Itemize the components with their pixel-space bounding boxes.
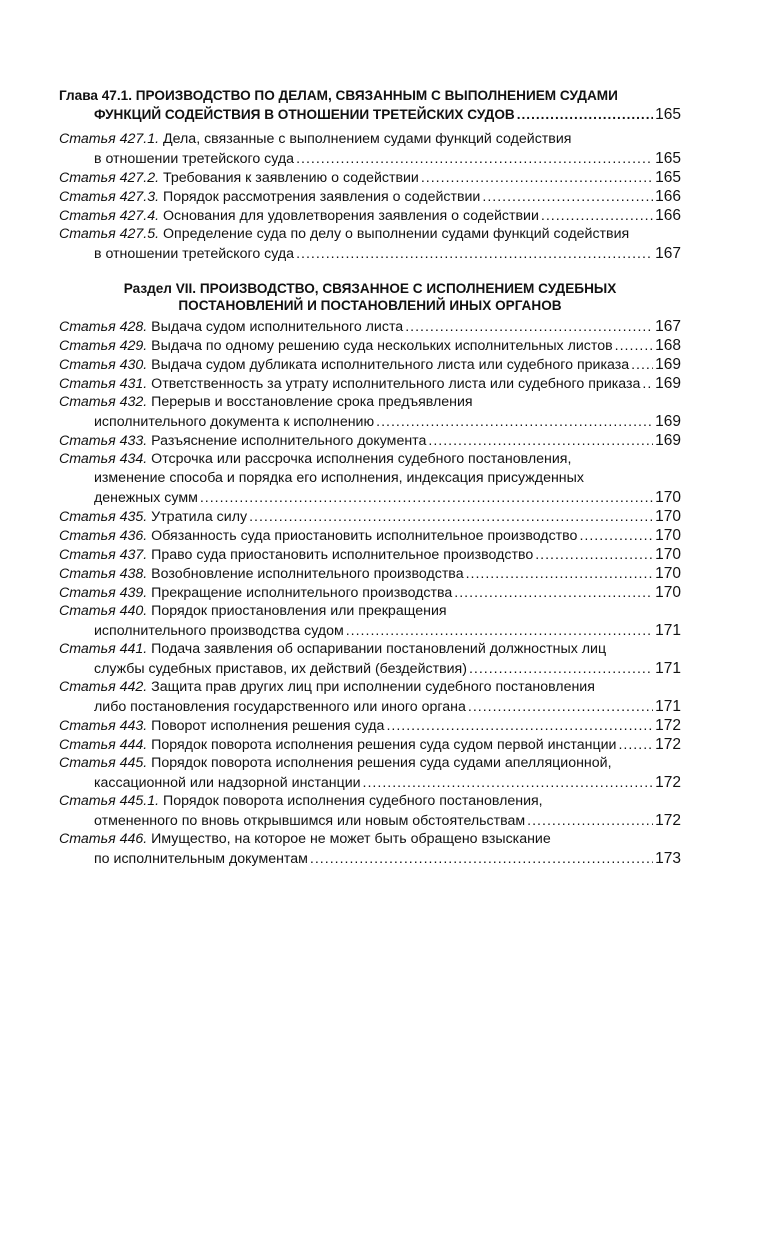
article-label: Статья 443. (59, 718, 148, 734)
toc-entry-line (59, 697, 681, 716)
page-number: 171 (655, 660, 681, 677)
toc-entry (59, 206, 681, 225)
page-number: 170 (655, 508, 681, 525)
article-title: службы судебных приставов, их действий (бездействия) (94, 661, 467, 677)
leader-dots (454, 584, 653, 603)
chapter-title-text-2: ФУНКЦИЙ СОДЕЙСТВИЯ В ОТНОШЕНИИ ТРЕТЕЙСКИХ СУДОВ (94, 107, 515, 122)
toc-entry-line (59, 168, 681, 187)
page-number: 169 (655, 375, 681, 392)
article-label: Статья 430. (59, 357, 148, 373)
page-number: 172 (655, 736, 681, 753)
entry-text (59, 565, 464, 584)
page-number: 172 (655, 717, 681, 734)
leader-dots (200, 489, 653, 508)
toc-entry (59, 450, 681, 507)
toc-entry-line (59, 773, 681, 792)
article-title: отмененного по вновь открывшимся или новым обстоятельствам (94, 813, 526, 829)
toc-entry (59, 187, 681, 206)
entry-text (94, 774, 361, 793)
article-title: Прекращение исполнительного производства (151, 585, 453, 601)
entry-text (59, 754, 612, 773)
page-number: 167 (655, 318, 681, 335)
leader-dots (535, 546, 653, 565)
toc-entry (59, 678, 681, 716)
article-label: Статья 445. (59, 755, 148, 771)
leader-dots (296, 245, 653, 264)
entry-text (59, 337, 613, 356)
leader-dots (469, 660, 653, 679)
article-title: в отношении третейского суда (94, 246, 295, 262)
article-title: Порядок поворота исполнения решения суда судами апелляционной, (151, 755, 612, 771)
toc-entry (59, 583, 681, 602)
article-label: Статья 440. (59, 603, 148, 619)
article-title: денежных сумм (94, 490, 198, 506)
article-label: Статья 439. (59, 585, 148, 601)
entry-text (94, 150, 294, 169)
leader-dots (642, 375, 653, 394)
article-title: Основания для удовлетворения заявления о содействии (163, 208, 539, 224)
page-number: 166 (655, 207, 681, 224)
entry-text (59, 736, 616, 755)
toc-entry-line (59, 149, 681, 168)
page-number: 170 (655, 527, 681, 544)
entry-text (94, 660, 467, 679)
toc-entry-line (59, 754, 681, 773)
leader-dots (541, 207, 653, 226)
page-number: 170 (655, 546, 681, 563)
table-of-contents (59, 86, 681, 868)
toc-entry-line (59, 317, 681, 336)
toc-entry-line (59, 488, 681, 507)
entry-text (59, 792, 543, 811)
article-title: Утратила силу (151, 509, 248, 525)
chapter-heading (59, 86, 681, 124)
article-label: Статья 444. (59, 737, 148, 753)
entry-text (59, 225, 629, 244)
leader-dots (631, 356, 653, 375)
article-title: Право суда приостановить исполнительное производство (151, 547, 534, 563)
toc-entry-line (59, 678, 681, 697)
toc-entry (59, 754, 681, 792)
article-label: Статья 435. (59, 509, 148, 525)
page-number: 168 (655, 337, 681, 354)
article-title: Обязанность суда приостановить исполнительное производство (151, 528, 578, 544)
entry-text (94, 489, 198, 508)
toc-entry-line (59, 621, 681, 640)
toc-entry (59, 602, 681, 640)
entry-text (59, 584, 452, 603)
toc-entry-line (59, 602, 681, 621)
section-heading (59, 280, 681, 314)
page-number: 173 (655, 850, 681, 867)
article-label: Статья 438. (59, 566, 148, 582)
toc-entry (59, 526, 681, 545)
article-label: Статья 437. (59, 547, 148, 563)
leader-dots (482, 188, 653, 207)
entry-text (59, 169, 419, 188)
chapter-title-text-1: Глава 47.1. ПРОИЗВОДСТВО ПО ДЕЛАМ, СВЯЗАННЫМ С ВЫПОЛНЕНИЕМ СУДАМИ (59, 88, 618, 103)
toc-entry (59, 735, 681, 754)
leader-dots (466, 565, 654, 584)
toc-entry-line (59, 244, 681, 263)
article-title: либо постановления государственного или иного органа (94, 699, 466, 715)
article-title: Порядок поворота исполнения решения суда судом первой инстанции (151, 737, 617, 753)
leader-dots (346, 622, 653, 641)
article-label: Статья 427.3. (59, 189, 160, 205)
page-number: 170 (655, 489, 681, 506)
article-label: Статья 445.1. (59, 793, 160, 809)
toc-entry-line (59, 374, 681, 393)
page-number: 165 (655, 150, 681, 167)
toc-entry (59, 225, 681, 263)
article-title: Определение суда по делу о выполнении судами функций содействия (163, 226, 630, 242)
article-label: Статья 427.1. (59, 131, 160, 147)
entry-text (59, 450, 571, 469)
leader-dots (579, 527, 653, 546)
leader-dots (421, 169, 653, 188)
page-number: 172 (655, 774, 681, 791)
toc-entry-line (59, 187, 681, 206)
toc-entry-line (59, 792, 681, 811)
entry-text (94, 698, 466, 717)
entry-text (94, 850, 308, 869)
article-label: Статья 434. (59, 451, 148, 467)
toc-entry (59, 431, 681, 450)
article-title: Выдача по одному решению суда нескольких исполнительных листов (151, 338, 613, 354)
article-title: исполнительного документа к исполнению (94, 414, 375, 430)
entry-text (59, 508, 247, 527)
entry-text (59, 375, 640, 394)
leader-dots (517, 105, 653, 124)
article-label: Статья 429. (59, 338, 148, 354)
toc-entry-line (59, 225, 681, 244)
toc-entry (59, 716, 681, 735)
article-title: Возобновление исполнительного производства (151, 566, 464, 582)
toc-entry (59, 355, 681, 374)
page-number: 166 (655, 188, 681, 205)
entry-text (59, 188, 480, 207)
entry-text (59, 393, 473, 412)
page-number: 172 (655, 812, 681, 829)
toc-entry (59, 317, 681, 336)
article-label: Статья 431. (59, 376, 148, 392)
article-title: Перерыв и восстановление срока предъявления (151, 394, 473, 410)
toc-entry-line (59, 830, 681, 849)
entry-text (59, 432, 426, 451)
page-number: 170 (655, 584, 681, 601)
leader-dots (386, 717, 653, 736)
toc-entry-line (59, 206, 681, 225)
toc-entry-line (59, 450, 681, 469)
leader-dots (615, 337, 653, 356)
article-title: в отношении третейского суда (94, 151, 295, 167)
leader-dots (296, 150, 653, 169)
toc-entry-line (59, 431, 681, 450)
toc-entry (59, 507, 681, 526)
article-title: Дела, связанные с выполнением судами функций содействия (163, 131, 572, 147)
page-number: 170 (655, 565, 681, 582)
article-title: по исполнительным документам (94, 851, 308, 867)
entry-text (59, 130, 571, 149)
article-title: Порядок приостановления или прекращения (151, 603, 447, 619)
toc-entry (59, 168, 681, 187)
toc-entry-line (59, 640, 681, 659)
toc-entry-line (59, 336, 681, 355)
article-label: Статья 427.2. (59, 170, 160, 186)
toc-entry (59, 374, 681, 393)
page-number: 171 (655, 622, 681, 639)
section-title-line-2: ПОСТАНОВЛЕНИЙ И ПОСТАНОВЛЕНИЙ ИНЫХ ОРГАНОВ (178, 298, 562, 313)
article-title: Порядок рассмотрения заявления о содействии (163, 189, 481, 205)
article-title: Выдача судом исполнительного листа (151, 319, 404, 335)
toc-entry-line (59, 716, 681, 735)
article-title: Имущество, на которое не может быть обращено взыскание (151, 831, 551, 847)
article-label: Статья 432. (59, 394, 148, 410)
article-title: Поворот исполнения решения суда (151, 718, 385, 734)
entry-text (59, 830, 551, 849)
toc-entry (59, 130, 681, 168)
article-title: изменение способа и порядка его исполнения, индексация присужденных (94, 470, 584, 486)
entry-text (59, 602, 447, 621)
article-title: Требования к заявлению о содействии (163, 170, 419, 186)
entry-text (94, 469, 584, 488)
leader-dots (376, 413, 653, 432)
entry-text (94, 413, 374, 432)
entry-text (59, 356, 629, 375)
article-label: Статья 433. (59, 433, 148, 449)
toc-entry-line (59, 564, 681, 583)
article-label: Статья 427.5. (59, 226, 160, 242)
chapter-page-number: 165 (655, 106, 681, 123)
toc-entry (59, 545, 681, 564)
toc-entry (59, 393, 681, 431)
toc-entry (59, 792, 681, 830)
section-entries (59, 317, 681, 868)
article-label: Статья 428. (59, 319, 148, 335)
article-title: Подача заявления об оспаривании постановлений должностных лиц (151, 641, 607, 657)
leader-dots (618, 736, 653, 755)
toc-entry-line (59, 811, 681, 830)
entry-text (59, 527, 577, 546)
toc-entry-line (59, 507, 681, 526)
page-number: 169 (655, 356, 681, 373)
article-label: Статья 436. (59, 528, 148, 544)
toc-entry-line (59, 130, 681, 149)
entry-text (59, 318, 403, 337)
toc-entry (59, 640, 681, 678)
entry-text (94, 622, 344, 641)
page-number: 167 (655, 245, 681, 262)
toc-entry-line (59, 849, 681, 868)
chapter-entries (59, 130, 681, 263)
leader-dots (363, 774, 654, 793)
article-title: исполнительного производства судом (94, 623, 344, 639)
page-number: 169 (655, 432, 681, 449)
entry-text (59, 640, 606, 659)
entry-text (94, 812, 525, 831)
toc-entry (59, 336, 681, 355)
page-number: 171 (655, 698, 681, 715)
leader-dots (405, 318, 653, 337)
entry-text (94, 245, 294, 264)
leader-dots (468, 698, 653, 717)
article-label: Статья 441. (59, 641, 148, 657)
article-label: Статья 427.4. (59, 208, 160, 224)
leader-dots (249, 508, 653, 527)
toc-entry (59, 564, 681, 583)
entry-text (59, 207, 539, 226)
entry-text (59, 678, 595, 697)
article-title: Отсрочка или рассрочка исполнения судебного постановления, (151, 451, 572, 467)
chapter-title-line-2 (59, 105, 681, 124)
article-title: Разъяснение исполнительного документа (151, 433, 427, 449)
section-title-line-1: Раздел VII. ПРОИЗВОДСТВО, СВЯЗАННОЕ С ИСПОЛНЕНИЕМ СУДЕБНЫХ (123, 281, 617, 296)
toc-entry-line (59, 735, 681, 754)
page-number: 165 (655, 169, 681, 186)
toc-entry-line (59, 393, 681, 412)
toc-entry-line (59, 583, 681, 602)
article-title: Порядок поворота исполнения судебного постановления, (163, 793, 543, 809)
toc-entry-line (59, 545, 681, 564)
toc-entry-line (59, 526, 681, 545)
leader-dots (527, 812, 653, 831)
article-title: Выдача судом дубликата исполнительного листа или судебного приказа (151, 357, 630, 373)
toc-entry-line (59, 659, 681, 678)
toc-entry-line (59, 355, 681, 374)
entry-text (59, 717, 384, 736)
entry-text (59, 546, 533, 565)
article-title: Защита прав других лиц при исполнении судебного постановления (151, 679, 595, 695)
article-label: Статья 442. (59, 679, 148, 695)
page-number: 169 (655, 413, 681, 430)
article-title: кассационной или надзорной инстанции (94, 775, 361, 791)
leader-dots (428, 432, 653, 451)
article-title: Ответственность за утрату исполнительного листа или судебного приказа (151, 376, 641, 392)
leader-dots (310, 850, 653, 869)
article-label: Статья 446. (59, 831, 148, 847)
toc-entry (59, 830, 681, 868)
toc-entry-line (59, 469, 681, 488)
toc-entry-line (59, 412, 681, 431)
chapter-title-line-1 (59, 86, 681, 105)
